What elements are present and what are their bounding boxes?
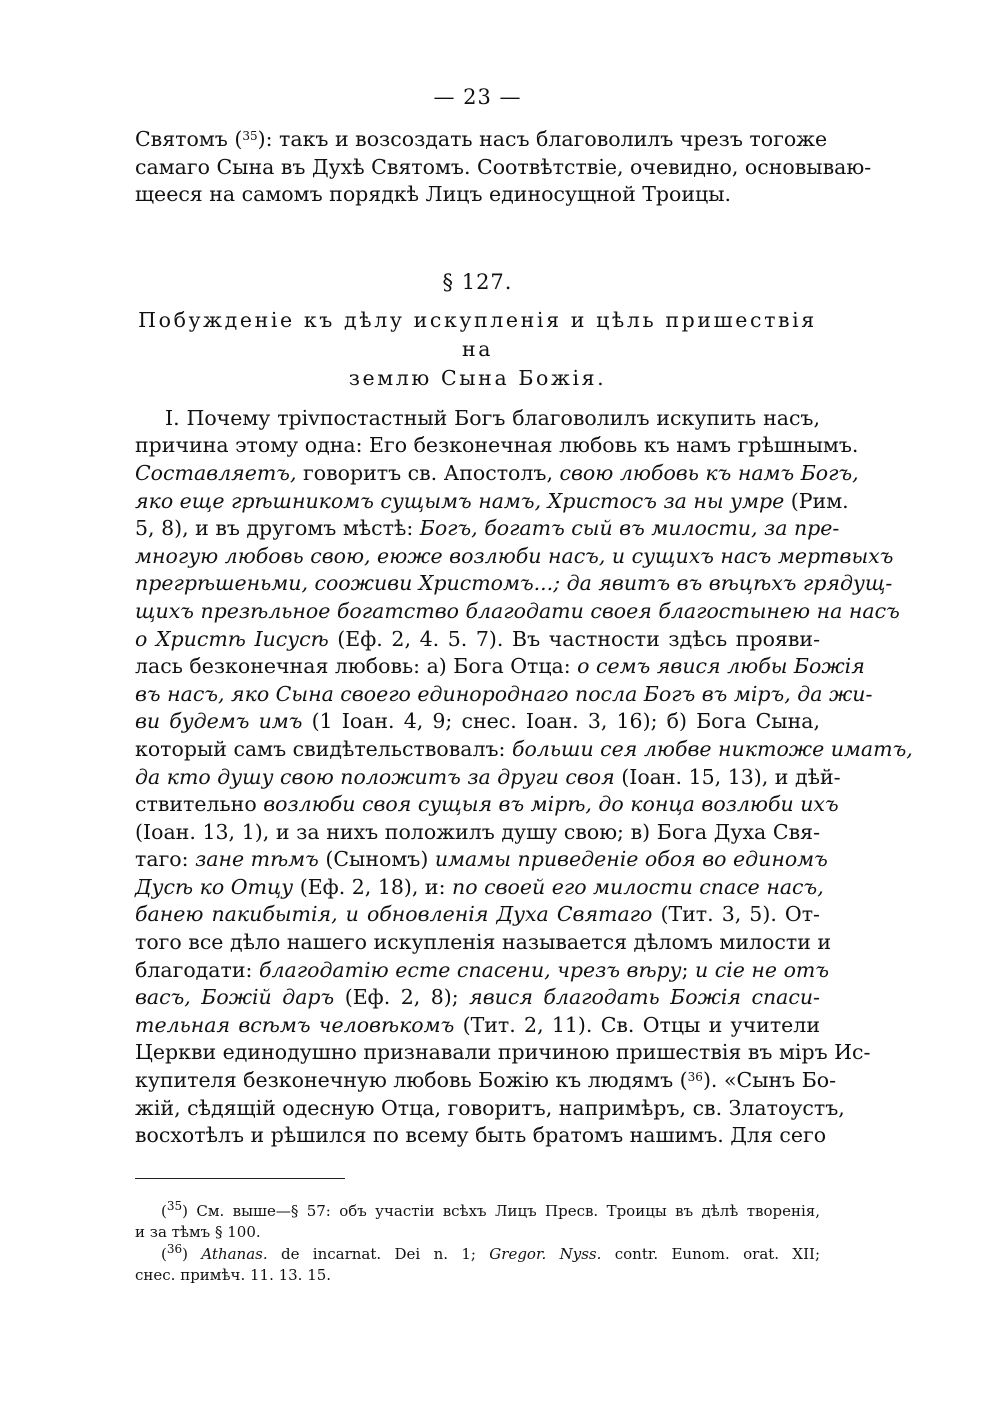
footnote-35: ($^{35}$) См. выше—§ 57: объ участіи всѣхъ Лицъ Пресв. Троицы въ дѣлѣ творенія, <box>161 1198 820 1220</box>
body-paragraph <box>135 405 913 1150</box>
text-line: жій, сѣдящій одесную Отца, говоритъ, напримѣръ, св. Златоустъ, <box>135 1095 845 1120</box>
section-title-line: Побужденіе къ дѣлу искупленія и цѣль пришествія на <box>138 307 817 361</box>
text-line: яко еще грѣшникомъ сущымъ намъ, Христосъ за ны умре (Рим. <box>135 488 849 513</box>
text-line: самаго Сына въ Духѣ Святомъ. Соотвѣтствіе, очевидно, основываю- <box>135 154 872 179</box>
text-line: восхотѣлъ и рѣшился по всему быть братомъ нашимъ. Для сего <box>135 1123 827 1148</box>
footnote-ref[interactable]: 36 <box>687 1070 703 1085</box>
book-page <box>135 80 913 1287</box>
text-line: Церкви единодушно признавали причиною пришествія въ міръ Ис- <box>135 1040 871 1065</box>
text-line: щихъ презѣльное богатство благодати своея благостынею на насъ <box>135 598 900 623</box>
text-line: ви будемъ имъ (1 Іоан. 4, 9; снес. Іоан. 3, 16); б) Бога Сына, <box>135 709 820 734</box>
footnote-ref[interactable]: 35 <box>242 129 258 143</box>
footnotes <box>135 1198 820 1287</box>
footnote-divider <box>135 1178 345 1179</box>
text-line: (Іоан. 13, 1), и за нихъ положилъ душу свою; в) Бога Духа Свя- <box>135 819 820 844</box>
text-line: купителя безконечную любовь Божію къ людямъ ($^{36}$). «Сынъ Бо- <box>135 1068 837 1093</box>
text-line: щееся на самомъ порядкѣ Лицъ единосущной Троицы. <box>135 182 732 207</box>
section-number: § 127. <box>442 269 513 294</box>
footnote-36-cont: снес. примѣч. 11. 13. 15. <box>135 1266 332 1285</box>
footnote-36: ($^{36}$) Athanas. de incarnat. Dei n. 1; Gregor. Nyss. contr. Eunom. orat. XII; <box>161 1241 820 1263</box>
text-line: Дусѣ ко Отцу (Еф. 2, 18), и: по своей его милости спасе насъ, <box>135 874 824 899</box>
section-title <box>135 306 820 393</box>
text-line: 5, 8), и въ другомъ мѣстѣ: Богъ, богатъ сый въ милости, за пре- <box>135 516 840 541</box>
text-line: Составляетъ, говоритъ св. Апостолъ, свою любовь къ намъ Богъ, <box>135 460 859 485</box>
intro-paragraph <box>135 126 872 209</box>
page-number: — 23 — <box>433 85 522 109</box>
text-line: таго: зане тѣмъ (Сыномъ) имамы приведеніе обоя во единомъ <box>135 847 828 872</box>
footnote-35-cont: и за тѣмъ § 100. <box>135 1223 261 1242</box>
text-line: васъ, Божій даръ (Еф. 2, 8); явися благодать Божія спаси- <box>135 985 820 1010</box>
text-line: причина этому одна: Его безконечная любовь къ намъ грѣшнымъ. <box>135 433 859 458</box>
text-line: тельная всѣмъ человѣкомъ (Тит. 2, 11). Св. Отцы и учители <box>135 1012 820 1037</box>
text-line: который самъ свидѣтельствовалъ: больши сея любве никтоже иматъ, <box>135 736 913 761</box>
text-line: лась безконечная любовь: а) Бога Отца: о семъ явися любы Божія <box>135 654 865 679</box>
text-line: въ насъ, яко Сына своего единороднаго посла Богъ въ міръ, да жи- <box>135 681 873 706</box>
text-line: I. Почему тріvпостастный Богъ благоволилъ искупить насъ, <box>165 405 820 430</box>
text-line: прегрѣшеньми, сооживи Христомъ...; да явитъ въ вѣцѣхъ грядущ- <box>135 571 893 596</box>
section-title-line: землю Сына Божія. <box>348 365 607 390</box>
text-line: о Христѣ Іисусѣ (Еф. 2, 4. 5. 7). Въ частности здѣсь прояви- <box>135 626 820 651</box>
text-line: банею пакибытія, и обновленія Духа Святаго (Тит. 3, 5). От- <box>135 902 820 927</box>
text-line: Святомъ ($^{35}$): такъ и возсоздать насъ благоволилъ чрезъ тогоже <box>135 127 828 151</box>
text-line: благодати: благодатію есте спасени, чрезъ вѣру; и сіе не отъ <box>135 957 830 982</box>
text-line: многую любовь свою, еюже возлюби насъ, и сущихъ насъ мертвыхъ <box>135 543 894 568</box>
text-line: да кто душу свою положитъ за други своя (Іоан. 15, 13), и дѣй- <box>135 764 841 789</box>
text-line: того все дѣло нашего искупленія называется дѣломъ милости и <box>135 930 832 955</box>
text-line: ствительно возлюби своя сущыя въ мірѣ, до конца возлюби ихъ <box>135 792 839 817</box>
